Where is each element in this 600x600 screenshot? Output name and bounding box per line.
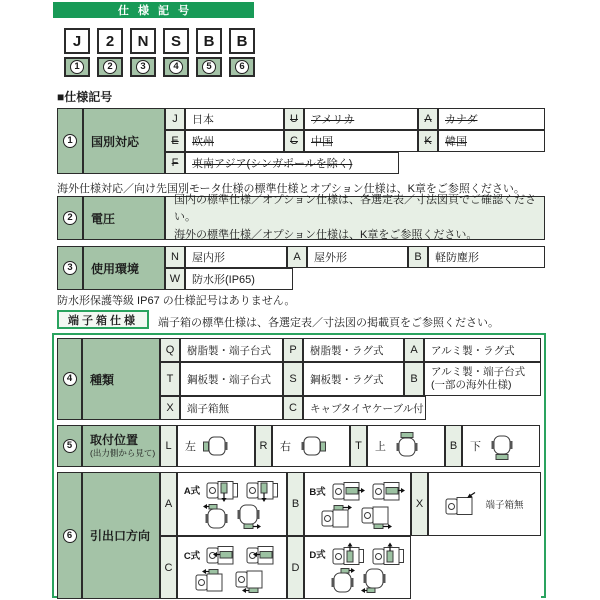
code-cell: X [411,472,428,536]
code-cell: B [408,246,428,268]
circled-number: 6 [235,60,249,74]
row-number-cell: 3 [57,246,83,290]
outlet-style-d-cell [304,536,411,599]
value-cell: 鋼板製・ラグ式 [303,362,404,396]
row-label-type: 種類 [82,338,160,420]
mount-left-cell: 左 [177,425,255,467]
value-cell: 樹脂製・ラグ式 [303,338,404,362]
motor-end-outlet-left-icon [203,504,229,530]
code-box-2: 2 [97,28,123,54]
code-cell: E [165,130,185,152]
style-label: B式 [309,487,326,498]
code-cell: T [160,362,180,396]
code-cell: J [165,108,185,130]
motor-side-top-outlet-left-icon [195,569,229,593]
mount-right-cell: 右 [272,425,350,467]
outlet-style-b-cell [304,472,411,536]
row-number-cell: 1 [57,108,83,174]
code-cell: X [160,396,180,420]
row-label-outlet: 引出口方向 [82,472,160,599]
motor-side-bottom-outlet-right-icon [361,505,395,529]
code-cell: W [165,268,185,290]
motor-end-view-box-bottom-icon [488,432,516,460]
pos-box-1 [64,57,90,77]
empty-area [411,536,541,599]
pos-box-5 [196,57,222,77]
empty-area [540,425,544,467]
value-cell: 中国 [304,130,418,152]
value-cell: キャブタイヤケーブル付 [303,396,426,420]
code-cell: N [165,246,185,268]
value-cell: 日本 [185,108,284,130]
row-label-voltage: 電圧 [83,196,165,240]
code-cell: U [284,108,304,130]
code-cell: B [404,362,424,396]
row-label-mounting: 取付位置 (出力側から見て) [82,425,160,467]
code-cell: P [283,338,303,362]
code-cell: K [418,130,438,152]
value-cell: アルミ製・端子台式 (一部の海外仕様) [424,362,541,396]
row-label-environment: 使用環境 [83,246,165,290]
outlet-style-x-cell [428,472,541,536]
code-cell: B [445,425,462,467]
environment-table [57,246,545,290]
code-box-1: J [64,28,90,54]
code-box-6: B [229,28,255,54]
code-cell: B [287,472,304,536]
outlet-direction-table [57,472,544,599]
code-cell: R [255,425,272,467]
pos-box-4 [163,57,189,77]
voltage-table [57,196,545,240]
circled-number: 1 [70,60,84,74]
motor-side-bottom-outlet-left-icon [235,569,269,593]
code-box-4: S [163,28,189,54]
motor-side-outlet-up-icon [372,542,406,566]
code-cell: D [287,536,304,599]
code-cell: Q [160,338,180,362]
value-cell: カナダ [438,108,545,130]
value-cell: 韓国 [438,130,545,152]
pos-box-2 [97,57,123,77]
voltage-line-1: 国内の標準仕様／オプション仕様は、各選定表／寸法図頁でご確認ください。 [174,194,537,224]
circled-number: 4 [169,60,183,74]
motor-side-outlet-down-icon [206,478,240,502]
value-cell: 樹脂製・端子台式 [180,338,283,362]
value-cell: 軽防塵形 [428,246,545,268]
motor-side-no-terminal-box-icon [445,492,479,516]
code-cell: T [350,425,367,467]
value-cell: 東南アジア(シンガポールを除く) [185,152,399,174]
code-cell: C [284,130,304,152]
motor-end-outlet-right-icon [329,568,355,594]
code-cell: F [165,152,185,174]
row-number-cell: 2 [57,196,83,240]
code-cell: A [160,472,177,536]
value-cell: 端子箱無 [180,396,283,420]
code-box-5: B [196,28,222,54]
value-cell: アメリカ [304,108,418,130]
motor-end-outlet-left-icon [361,568,387,594]
value-cell: 屋内形 [185,246,287,268]
type-table [57,338,544,420]
row-number-cell: 6 [57,472,82,599]
code-box-3: N [130,28,156,54]
spec-code-boxes [64,28,255,54]
motor-end-view-box-left-icon [203,432,231,460]
spec-code-title-bar [53,2,254,18]
empty-area [399,152,545,174]
circled-number: 2 [103,60,117,74]
terminal-box-badge: 端子箱仕様 [57,310,149,329]
voltage-line-2: 海外の標準仕様／オプション仕様は、K章をご参照ください。 [174,228,478,241]
motor-side-outlet-left-icon [246,543,280,567]
code-cell: A [404,338,424,362]
terminal-box-section [52,333,546,598]
row-number-cell: 5 [57,425,82,467]
outlet-style-c-cell [177,536,287,599]
code-cell: A [287,246,307,268]
row-number-cell: 4 [57,338,82,420]
style-label: C式 [183,550,201,562]
motor-end-view-box-right-icon [298,432,326,460]
code-cell: L [160,425,177,467]
pos-box-6 [229,57,255,77]
terminal-box-note: 端子箱の標準仕様は、各選定表／寸法図の掲載頁をご参照ください。 [158,317,499,329]
style-label: A式 [183,486,201,497]
code-cell: C [283,396,303,420]
overseas-note: 海外仕様対応／向け先国別モータ仕様の標準仕様とオプション仕様は、K章をご参照ください。 [57,183,525,195]
code-cell: A [418,108,438,130]
motor-side-outlet-right-icon [372,479,406,503]
position-number-boxes [64,57,255,77]
circled-number: 5 [202,60,216,74]
code-cell: C [160,536,177,599]
circled-number: 3 [136,60,150,74]
empty-area [426,396,541,420]
value-cell: 鋼板製・端子台式 [180,362,283,396]
mounting-position-table [57,425,544,467]
mount-top-cell: 上 [367,425,445,467]
value-cell: 防水形(IP65) [185,268,293,290]
empty-area [293,268,545,290]
motor-side-outlet-down-icon [246,478,280,502]
value-cell: 欧州 [185,130,284,152]
motor-side-outlet-right-icon [332,479,366,503]
motor-side-outlet-up-icon [332,542,366,566]
section-title: ■仕様記号 [57,90,113,104]
style-label: D式 [309,549,326,561]
pos-box-3 [130,57,156,77]
mount-bottom-cell: 下 [462,425,540,467]
value-cell: 屋外形 [307,246,408,268]
code-cell: S [283,362,303,396]
x-caption: 端子箱無 [485,500,524,511]
motor-end-view-box-top-icon [393,432,421,460]
value-cell: アルミ製・ラグ式 [424,338,541,362]
voltage-description-cell [165,196,545,240]
motor-side-top-outlet-right-icon [321,505,355,529]
row-label-country: 国別対応 [83,108,165,174]
ip67-note: 防水形保護等級 IP67 の仕様記号はありません。 [57,295,296,307]
motor-end-outlet-right-icon [235,504,261,530]
spec-code-title: 仕様記号 [118,5,198,17]
outlet-style-a-cell [177,472,287,536]
motor-side-outlet-left-icon [206,543,240,567]
country-table [57,108,545,174]
